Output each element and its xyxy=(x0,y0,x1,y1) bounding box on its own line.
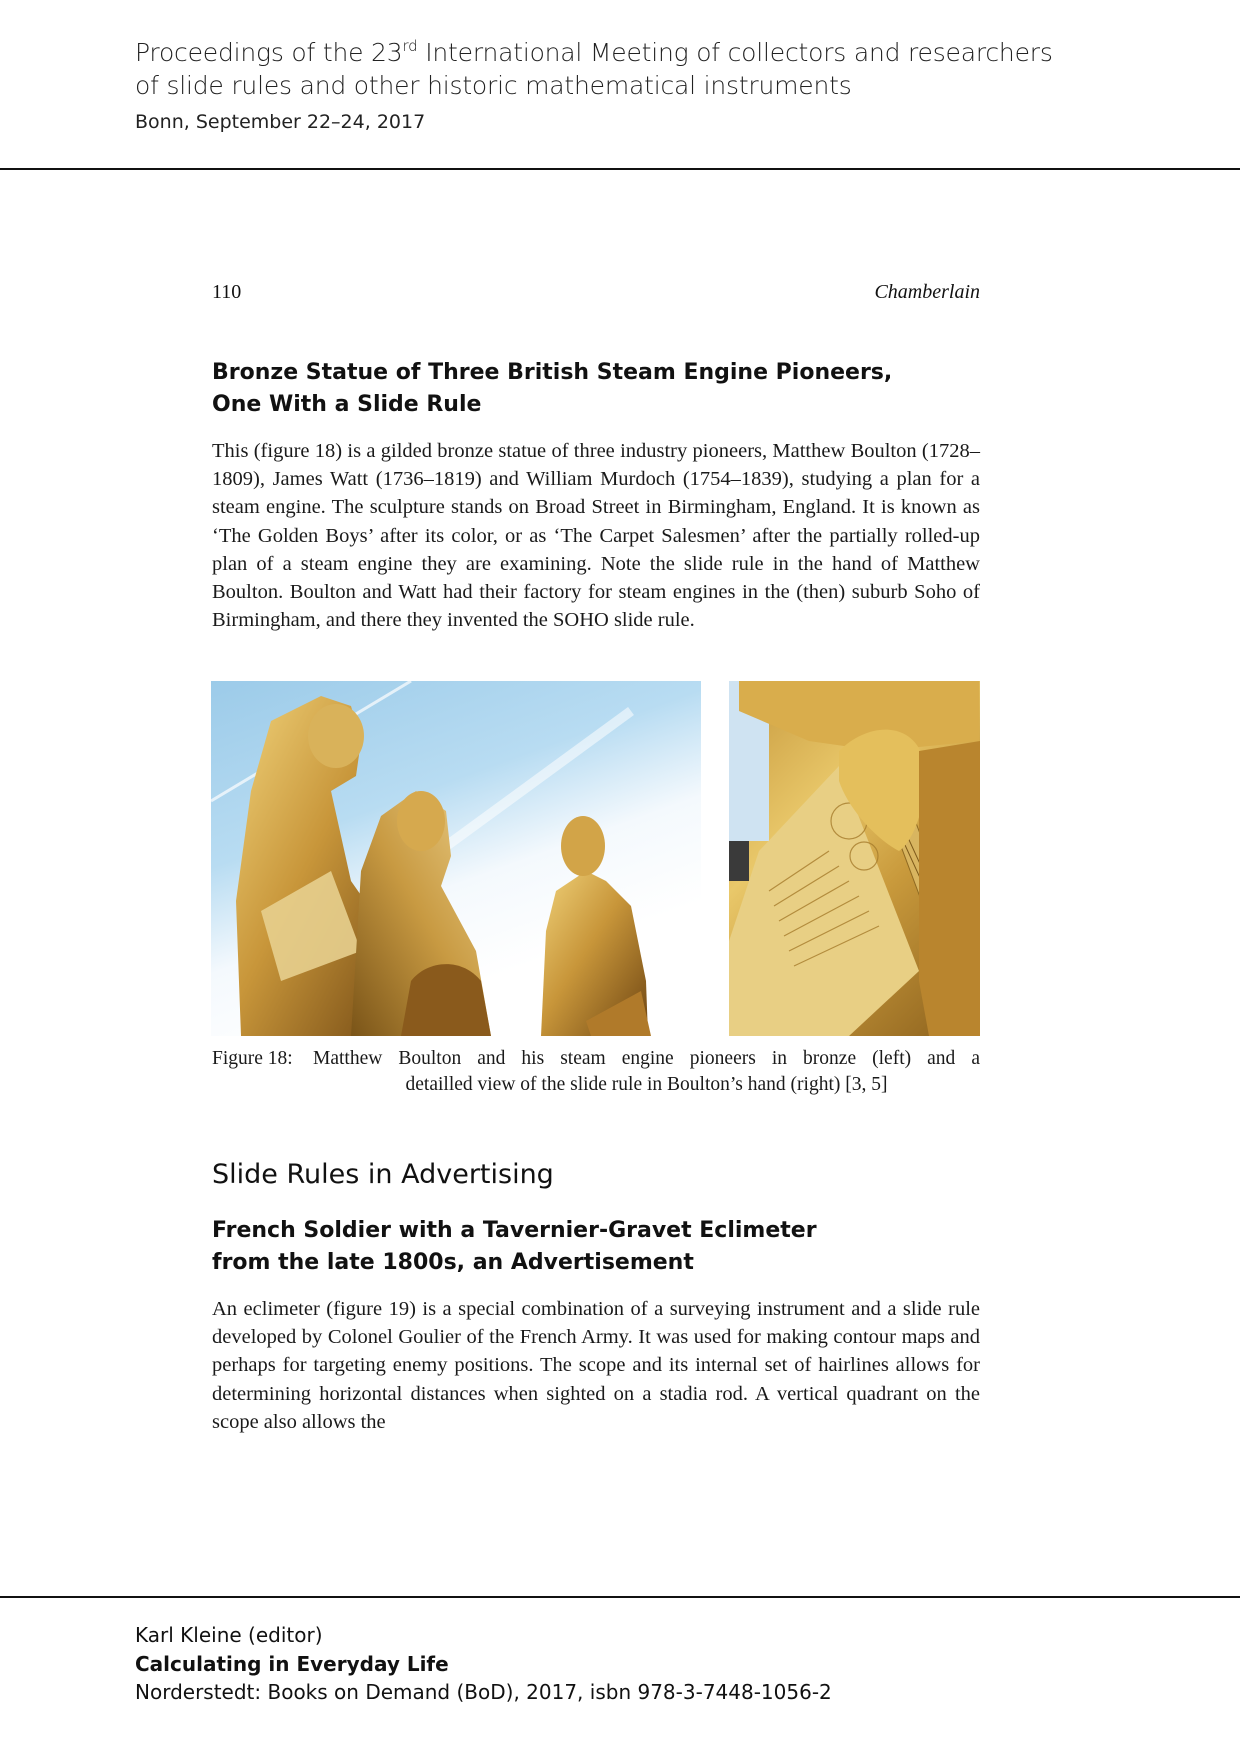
title-part: International Meeting of collectors and researchers xyxy=(417,38,1053,67)
footer-rule xyxy=(0,1596,1240,1598)
paragraph-bronze-statue: This (figure 18) is a gilded bronze statue of three industry pioneers, Matthew Boulton (1728–1809), James Watt (1736–1819) and William Murdoch (1754–1839), studying a plan for a steam engine. The sculpture stands on Broad Street in Birmingham, England. It is known as ‘The Golden Boys’ after its color, or as ‘The Carpet Salesmen’ after the partially rolled-up plan of a steam engine they are examining. Note the slide rule in the hand of Matthew Boulton. Boulton and Watt had their factory for steam engines in the (then) suburb Soho of Birmingham, and there they invented the SOHO slide rule. xyxy=(212,440,980,632)
publisher-info: Norderstedt: Books on Demand (BoD), 2017, isbn 978-3-7448-1056-2 xyxy=(135,1680,832,1704)
statue-illustration xyxy=(211,681,701,1036)
caption-line: detailled view of the slide rule in Boulton’s hand (right) [3, 5] xyxy=(405,1074,888,1095)
figure-18-left-statue-photo xyxy=(211,681,701,1036)
figure-label: Figure 18: xyxy=(212,1048,293,1069)
header-rule xyxy=(0,168,1240,170)
editor: Karl Kleine (editor) xyxy=(135,1623,323,1647)
figure-18-caption xyxy=(212,1046,980,1098)
running-author: Chamberlain xyxy=(874,281,980,303)
page-number: 110 xyxy=(212,281,242,303)
location-date: Bonn, September 22–24, 2017 xyxy=(135,111,426,133)
section-heading-advertising: Slide Rules in Advertising xyxy=(212,1159,554,1190)
book-footer xyxy=(135,1621,832,1707)
title-superscript: rd xyxy=(402,37,418,55)
heading-line: Bronze Statue of Three British Steam Engine Pioneers, xyxy=(212,360,893,385)
title-line-2: of slide rules and other historic mathematical instruments xyxy=(135,71,852,100)
heading-line: French Soldier with a Tavernier-Gravet Eclimeter xyxy=(212,1218,817,1243)
title-part: Proceedings of the 23 xyxy=(135,38,403,67)
paragraph-eclimeter: An eclimeter (figure 19) is a special combination of a surveying instrument and a slide rule developed by Colonel Goulier of the French Army. It was used for making contour maps and perhaps for targeting enemy positions. The scope and its internal set of hairlines allows for determining horizontal distances when sighted on a stadia rod. A vertical quadrant on the scope also allows the xyxy=(212,1298,980,1433)
proceedings-header xyxy=(135,36,1125,133)
section-heading-french-soldier xyxy=(212,1215,817,1279)
figure-18-right-slide-rule-closeup xyxy=(729,681,980,1036)
section-heading-bronze-statue xyxy=(212,357,892,421)
slide-rule-closeup-illustration xyxy=(729,681,980,1036)
heading-line: One With a Slide Rule xyxy=(212,392,482,417)
proceedings-title xyxy=(135,36,1125,102)
caption-line: Matthew Boulton and his steam engine pioneers in bronze (left) and a xyxy=(313,1048,980,1069)
heading-line: from the late 1800s, an Advertisement xyxy=(212,1250,694,1275)
book-title: Calculating in Everyday Life xyxy=(135,1651,449,1676)
